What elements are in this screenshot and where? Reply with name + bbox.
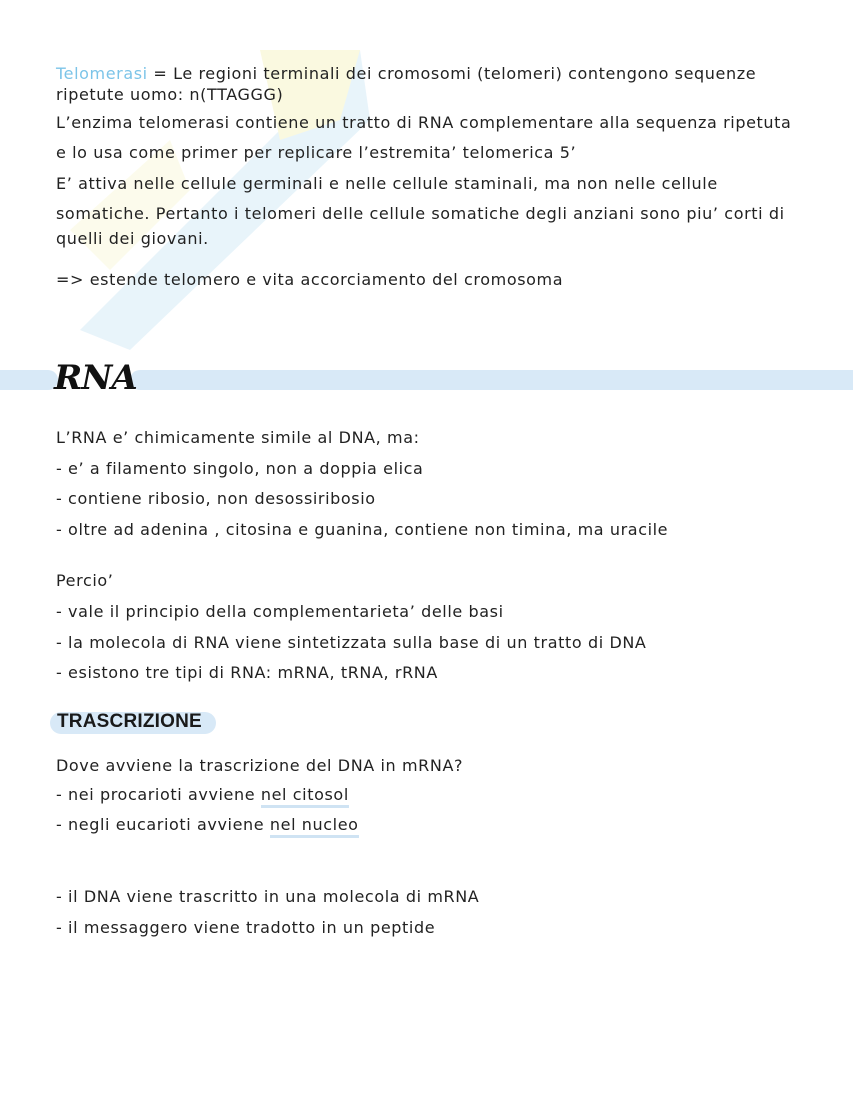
telomerasi-line-6: somatiche. Pertanto i telomeri delle cellule somatiche degli anziani sono piu’ corti di — [56, 204, 785, 223]
telomerasi-line-1 — [56, 64, 756, 84]
rna-point: - oltre ad adenina , citosina e guanina, contiene non timina, ma uracile — [56, 520, 669, 539]
telomerasi-line-8: => estende telomero e vita accorciamento del cromosoma — [56, 270, 564, 289]
telomerasi-line-3: L’enzima telomerasi contiene un tratto di RNA complementare alla sequenza ripetuta — [56, 113, 792, 132]
trascrizione-heading: TRASCRIZIONE — [57, 711, 202, 732]
eucarioti-prefix: - negli eucarioti avviene — [56, 815, 270, 834]
percio-label: Percio’ — [56, 571, 114, 590]
procarioti-place: nel citosol — [261, 785, 349, 808]
telomerasi-line-2: ripetute uomo: n(TTAGGG) — [56, 85, 284, 104]
eucarioti-place: nel nucleo — [270, 815, 359, 838]
telomerasi-line-7: quelli dei giovani. — [56, 229, 209, 248]
heading-bar-left — [0, 370, 58, 390]
procarioti-prefix: - nei procarioti avviene — [56, 785, 261, 804]
trascrizione-point: - il DNA viene trascritto in una molecola di mRNA — [56, 887, 480, 906]
percio-point: - la molecola di RNA viene sintetizzata sulla base di un tratto di DNA — [56, 633, 647, 652]
rna-point: - e’ a filamento singolo, non a doppia elica — [56, 459, 424, 478]
percio-point: - esistono tre tipi di RNA: mRNA, tRNA, rRNA — [56, 663, 438, 682]
trascrizione-point: - il messaggero viene tradotto in un peptide — [56, 918, 436, 937]
rna-point: - contiene ribosio, non desossiribosio — [56, 489, 376, 508]
percio-point: - vale il principio della complementarieta’ delle basi — [56, 602, 504, 621]
telomerasi-line-5: E’ attiva nelle cellule germinali e nelle cellule staminali, ma non nelle cellule — [56, 174, 718, 193]
trascrizione-question: Dove avviene la trascrizione del DNA in mRNA? — [56, 756, 464, 775]
heading-bar-right — [130, 370, 853, 390]
telomerasi-line-4: e lo usa come primer per replicare l’estremita’ telomerica 5’ — [56, 143, 577, 162]
rna-intro: L’RNA e’ chimicamente simile al DNA, ma: — [56, 428, 420, 447]
telomerasi-def: = Le regioni terminali dei cromosomi (telomeri) contengono sequenze — [147, 64, 757, 83]
telomerasi-term: Telomerasi — [56, 64, 148, 83]
procarioti-line — [56, 785, 349, 805]
rna-section-title: RNA — [54, 358, 137, 398]
eucarioti-line — [56, 815, 359, 835]
